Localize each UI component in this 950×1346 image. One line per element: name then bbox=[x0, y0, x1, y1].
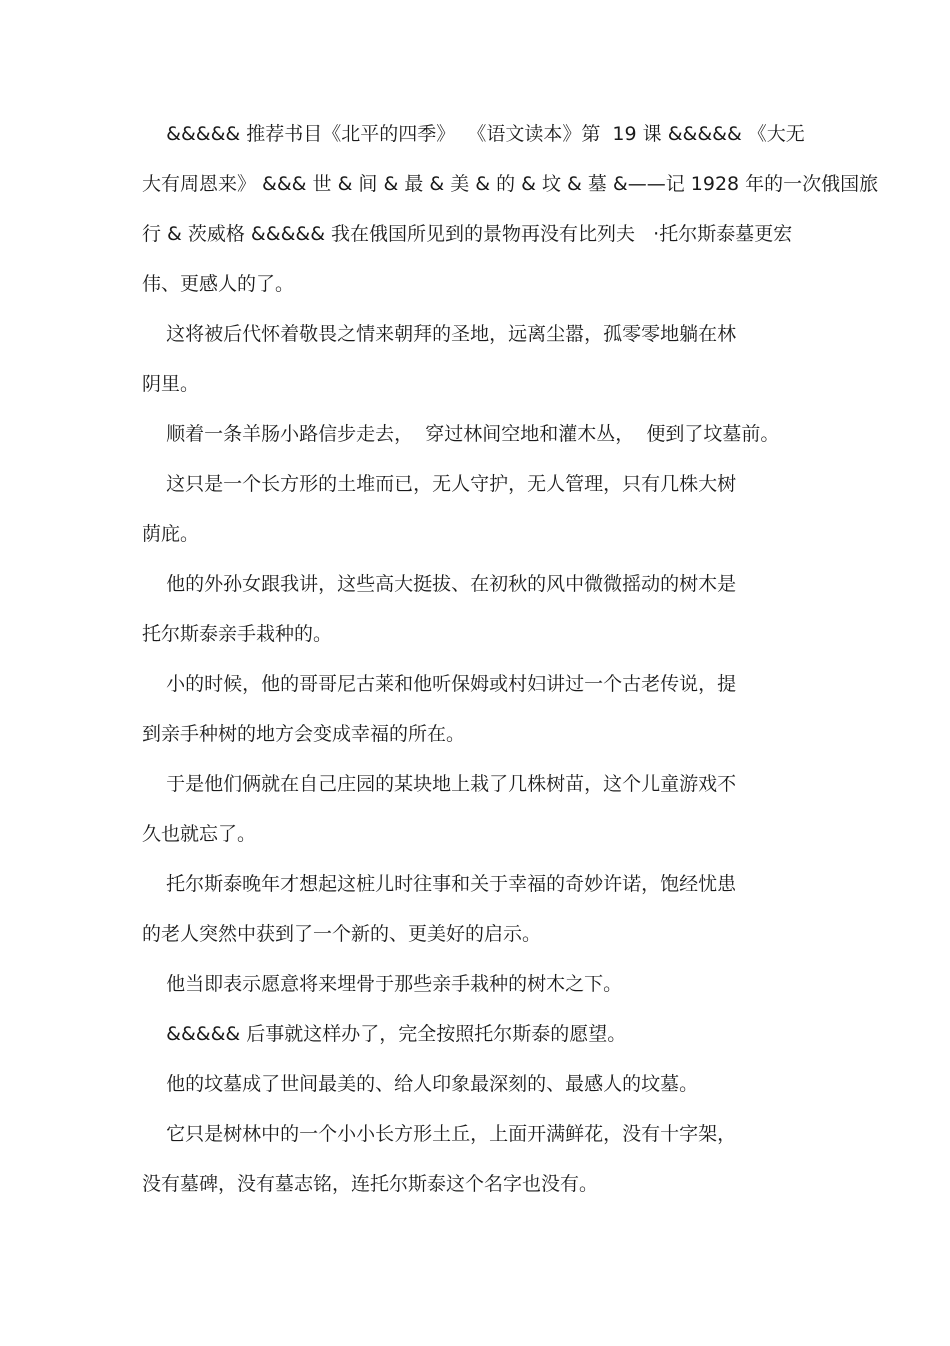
text-line: 他当即表示愿意将来埋骨于那些亲手栽种的树木之下。 bbox=[142, 973, 623, 995]
text-line: 这只是一个长方形的土堆而已，无人守护，无人管理，只有几株大树 bbox=[142, 473, 737, 495]
text-line: 它只是树林中的一个小小长方形土丘，上面开满鲜花，没有十字架， bbox=[142, 1123, 737, 1145]
text-line: &&&&& 后事就这样办了，完全按照托尔斯泰的愿望。 bbox=[142, 1023, 627, 1045]
text-line: 他的外孙女跟我讲，这些高大挺拔、在初秋的风中微微摇动的树木是 bbox=[142, 573, 737, 595]
text-line: 行 & 茨威格 &&&&& 我在俄国所见到的景物再没有比列夫 ·托尔斯泰墓更宏 bbox=[142, 223, 793, 245]
text-line: 托尔斯泰亲手栽种的。 bbox=[142, 623, 333, 645]
text-line: 托尔斯泰晚年才想起这桩儿时往事和关于幸福的奇妙许诺，饱经忧患 bbox=[142, 873, 737, 895]
text-line: 于是他们俩就在自己庄园的某块地上栽了几株树苗，这个儿童游戏不 bbox=[142, 773, 737, 795]
text-line: 荫庇。 bbox=[142, 523, 200, 545]
text-line: &&&&& 推荐书目《北平的四季》 《语文读本》第 19 课 &&&&& 《大无 bbox=[142, 123, 805, 145]
text-line: 伟、更感人的了。 bbox=[142, 273, 295, 295]
text-line: 到亲手种树的地方会变成幸福的所在。 bbox=[142, 723, 466, 745]
text-line: 阴里。 bbox=[142, 373, 200, 395]
text-line: 没有墓碑，没有墓志铭，连托尔斯泰这个名字也没有。 bbox=[142, 1173, 599, 1195]
text-line: 他的坟墓成了世间最美的、给人印象最深刻的、最感人的坟墓。 bbox=[142, 1073, 699, 1095]
text-line: 顺着一条羊肠小路信步走去， 穿过林间空地和灌木丛， 便到了坟墓前。 bbox=[142, 423, 780, 445]
text-line: 久也就忘了。 bbox=[142, 823, 257, 845]
text-line: 的老人突然中获到了一个新的、更美好的启示。 bbox=[142, 923, 542, 945]
text-line: 小的时候，他的哥哥尼古莱和他听保姆或村妇讲过一个古老传说，提 bbox=[142, 673, 737, 695]
text-line: 大有周恩来》 &&& 世 & 间 & 最 & 美 & 的 & 坟 & 墓 &——记 1928 年的一次俄国旅 bbox=[142, 173, 879, 195]
text-line: 这将被后代怀着敬畏之情来朝拜的圣地，远离尘嚣，孤零零地躺在林 bbox=[142, 323, 737, 345]
